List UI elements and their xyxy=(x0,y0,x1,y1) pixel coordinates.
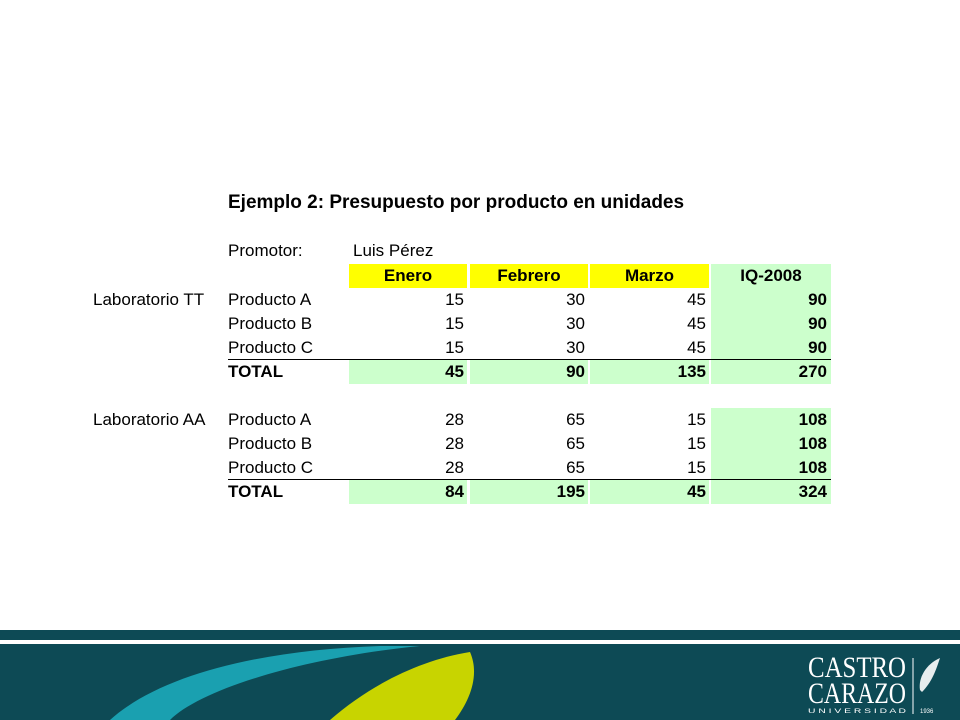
total-value: 90 xyxy=(470,360,588,384)
logo-line-2: CARAZO xyxy=(808,677,906,710)
total-label: TOTAL xyxy=(228,482,284,501)
total-value: 84 xyxy=(349,480,467,504)
header-iq-2008: IQ-2008 xyxy=(711,264,831,288)
row-value: 28 xyxy=(445,434,464,453)
promotor-label: Promotor: xyxy=(228,241,303,260)
row-value: 65 xyxy=(566,410,585,429)
header-enero: Enero xyxy=(349,264,467,288)
row-value: 15 xyxy=(687,458,706,477)
row-product: Producto A xyxy=(228,290,312,309)
row-value: 65 xyxy=(566,458,585,477)
row-product: Producto B xyxy=(228,434,313,453)
row-product: Producto C xyxy=(228,338,314,357)
row-quarter-total: 108 xyxy=(711,456,831,480)
group-label-aa: Laboratorio AA xyxy=(93,410,206,429)
group-label-tt: Laboratorio TT xyxy=(93,290,205,309)
slide-title: Ejemplo 2: Presupuesto por producto en unidades xyxy=(228,192,685,213)
promotor-value: Luis Pérez xyxy=(353,241,434,260)
row-value: 45 xyxy=(687,290,706,309)
row-value: 15 xyxy=(687,434,706,453)
row-value: 28 xyxy=(445,410,464,429)
logo-year: 1936 xyxy=(920,709,934,715)
row-quarter-total: 90 xyxy=(711,312,831,336)
header-febrero: Febrero xyxy=(470,264,588,288)
row-quarter-total: 108 xyxy=(711,432,831,456)
total-value: 45 xyxy=(349,360,467,384)
total-value: 324 xyxy=(711,480,831,504)
total-value: 45 xyxy=(590,480,709,504)
logo-line-1: CASTRO xyxy=(808,651,906,684)
row-value: 30 xyxy=(566,338,585,357)
row-value: 65 xyxy=(566,434,585,453)
total-value: 270 xyxy=(711,360,831,384)
row-value: 45 xyxy=(687,338,706,357)
logo-subtitle: U N I V E R S I D A D xyxy=(808,709,908,715)
row-value: 30 xyxy=(566,314,585,333)
total-label: TOTAL xyxy=(228,362,284,381)
row-value: 30 xyxy=(566,290,585,309)
footer-band xyxy=(0,630,960,720)
row-value: 45 xyxy=(687,314,706,333)
row-value: 15 xyxy=(445,290,464,309)
total-value: 195 xyxy=(470,480,588,504)
row-product: Producto B xyxy=(228,314,313,333)
row-quarter-total: 90 xyxy=(711,336,831,360)
row-value: 15 xyxy=(445,338,464,357)
row-value: 28 xyxy=(445,458,464,477)
row-quarter-total: 90 xyxy=(711,288,831,312)
row-product: Producto C xyxy=(228,458,314,477)
row-product: Producto A xyxy=(228,410,312,429)
row-quarter-total: 108 xyxy=(711,408,831,432)
header-marzo: Marzo xyxy=(590,264,709,288)
total-value: 135 xyxy=(590,360,709,384)
row-value: 15 xyxy=(687,410,706,429)
row-value: 15 xyxy=(445,314,464,333)
footer-white-stripe xyxy=(0,640,960,644)
